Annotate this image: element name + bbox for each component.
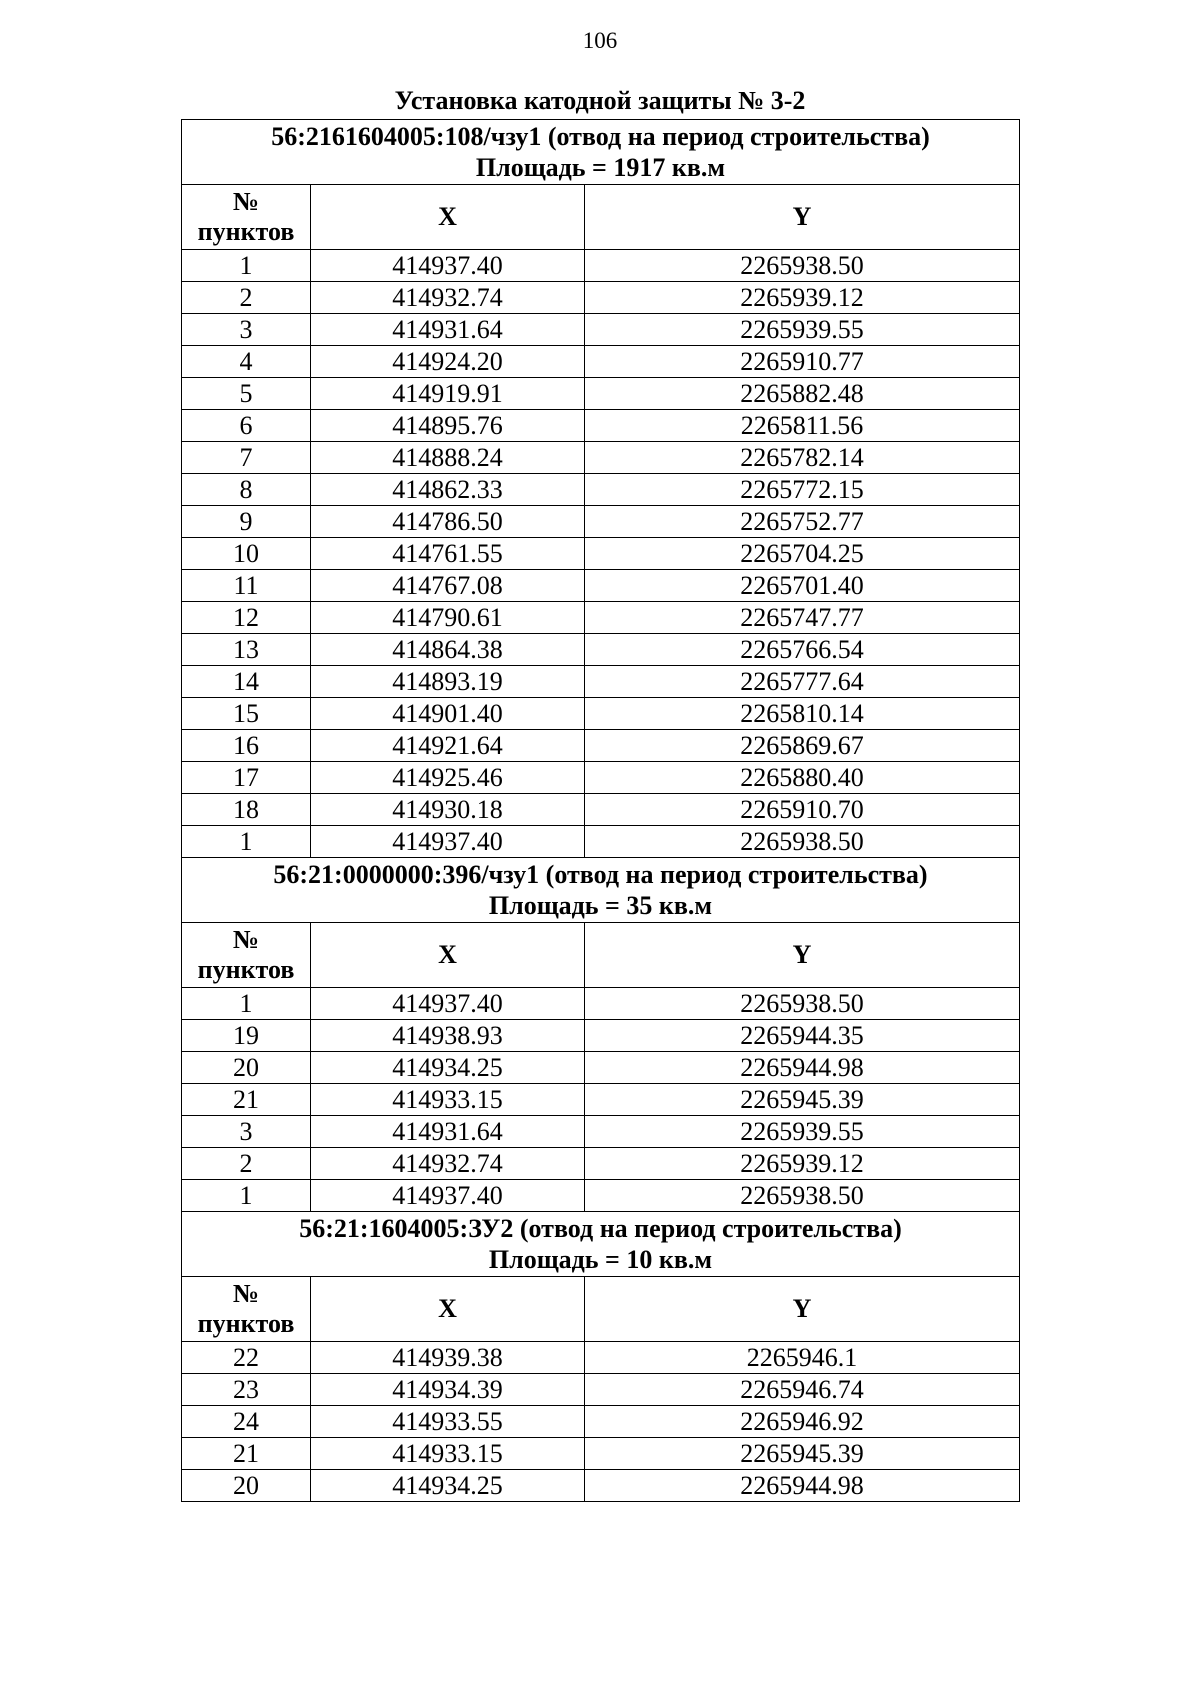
table-row	[182, 250, 1020, 282]
y-coordinate-cell: 2265811.56	[585, 410, 1020, 442]
y-coordinate-cell: 2265939.12	[585, 282, 1020, 314]
table-row	[182, 1342, 1020, 1374]
point-number-cell: 9	[182, 506, 311, 538]
point-number-cell: 11	[182, 570, 311, 602]
y-coordinate-cell: 2265944.98	[585, 1052, 1020, 1084]
y-coordinate-cell: 2265945.39	[585, 1084, 1020, 1116]
table-row	[182, 762, 1020, 794]
point-number-cell: 14	[182, 666, 311, 698]
y-coordinate-cell: 2265782.14	[585, 442, 1020, 474]
column-header-row	[182, 185, 1020, 250]
x-coordinate-cell: 414862.33	[311, 474, 585, 506]
table-row	[182, 570, 1020, 602]
y-coordinate-cell: 2265944.35	[585, 1020, 1020, 1052]
table-row	[182, 826, 1020, 858]
y-coordinate-cell: 2265704.25	[585, 538, 1020, 570]
x-coordinate-cell: 414932.74	[311, 1148, 585, 1180]
x-coordinate-cell: 414893.19	[311, 666, 585, 698]
point-number-cell: 1	[182, 826, 311, 858]
x-coordinate-cell: 414921.64	[311, 730, 585, 762]
y-coordinate-cell: 2265810.14	[585, 698, 1020, 730]
section-title-cell	[182, 1212, 1020, 1277]
column-header-point-number: № пунктов	[182, 1277, 311, 1342]
point-number-cell: 21	[182, 1438, 311, 1470]
y-coordinate-cell: 2265944.98	[585, 1470, 1020, 1502]
x-coordinate-cell: 414933.15	[311, 1438, 585, 1470]
x-coordinate-cell: 414931.64	[311, 314, 585, 346]
y-coordinate-cell: 2265938.50	[585, 826, 1020, 858]
x-coordinate-cell: 414864.38	[311, 634, 585, 666]
column-header-row	[182, 1277, 1020, 1342]
point-number-cell: 21	[182, 1084, 311, 1116]
x-coordinate-cell: 414931.64	[311, 1116, 585, 1148]
y-coordinate-cell: 2265945.39	[585, 1438, 1020, 1470]
x-coordinate-cell: 414901.40	[311, 698, 585, 730]
table-row	[182, 1052, 1020, 1084]
column-header-x: X	[311, 185, 585, 250]
table-row	[182, 1374, 1020, 1406]
x-coordinate-cell: 414937.40	[311, 826, 585, 858]
point-number-cell: 2	[182, 1148, 311, 1180]
table-row	[182, 314, 1020, 346]
section-title-cell	[182, 120, 1020, 185]
x-coordinate-cell: 414938.93	[311, 1020, 585, 1052]
point-number-cell: 8	[182, 474, 311, 506]
y-coordinate-cell: 2265946.1	[585, 1342, 1020, 1374]
section-header-row	[182, 858, 1020, 923]
point-number-cell: 2	[182, 282, 311, 314]
table-row	[182, 506, 1020, 538]
y-coordinate-cell: 2265939.12	[585, 1148, 1020, 1180]
table-row	[182, 1020, 1020, 1052]
section-name: 56:21:1604005:ЗУ2 (отвод на период строительства)	[299, 1214, 902, 1243]
x-coordinate-cell: 414934.25	[311, 1470, 585, 1502]
section-header-row	[182, 1212, 1020, 1277]
y-coordinate-cell: 2265939.55	[585, 1116, 1020, 1148]
y-coordinate-cell: 2265701.40	[585, 570, 1020, 602]
point-number-cell: 22	[182, 1342, 311, 1374]
table-row	[182, 1180, 1020, 1212]
table-row	[182, 1438, 1020, 1470]
y-coordinate-cell: 2265880.40	[585, 762, 1020, 794]
point-number-cell: 1	[182, 988, 311, 1020]
y-coordinate-cell: 2265777.64	[585, 666, 1020, 698]
x-coordinate-cell: 414930.18	[311, 794, 585, 826]
section-name: 56:21:0000000:396/чзу1 (отвод на период строительства)	[273, 860, 928, 889]
x-coordinate-cell: 414924.20	[311, 346, 585, 378]
table-row	[182, 730, 1020, 762]
y-coordinate-cell: 2265939.55	[585, 314, 1020, 346]
coordinates-table	[181, 119, 1020, 1502]
x-coordinate-cell: 414767.08	[311, 570, 585, 602]
table-row	[182, 442, 1020, 474]
point-number-cell: 24	[182, 1406, 311, 1438]
point-number-cell: 13	[182, 634, 311, 666]
point-number-cell: 16	[182, 730, 311, 762]
point-number-cell: 7	[182, 442, 311, 474]
point-number-cell: 18	[182, 794, 311, 826]
point-number-cell: 23	[182, 1374, 311, 1406]
section-area: Площадь = 10 кв.м	[488, 1245, 713, 1274]
y-coordinate-cell: 2265766.54	[585, 634, 1020, 666]
section-title-cell	[182, 858, 1020, 923]
y-coordinate-cell: 2265869.67	[585, 730, 1020, 762]
point-number-cell: 12	[182, 602, 311, 634]
column-header-y: Y	[585, 185, 1020, 250]
table-row	[182, 1084, 1020, 1116]
y-coordinate-cell: 2265938.50	[585, 250, 1020, 282]
table-row	[182, 1406, 1020, 1438]
column-header-x: X	[311, 1277, 585, 1342]
column-header-row	[182, 923, 1020, 988]
section-name: 56:2161604005:108/чзу1 (отвод на период строительства)	[271, 122, 930, 151]
table-row	[182, 378, 1020, 410]
point-number-cell: 6	[182, 410, 311, 442]
column-header-x: X	[311, 923, 585, 988]
point-number-cell: 3	[182, 1116, 311, 1148]
section-area: Площадь = 1917 кв.м	[475, 153, 726, 182]
x-coordinate-cell: 414934.39	[311, 1374, 585, 1406]
x-coordinate-cell: 414937.40	[311, 250, 585, 282]
table-row	[182, 698, 1020, 730]
point-number-cell: 19	[182, 1020, 311, 1052]
x-coordinate-cell: 414888.24	[311, 442, 585, 474]
table-row	[182, 410, 1020, 442]
point-number-cell: 4	[182, 346, 311, 378]
y-coordinate-cell: 2265882.48	[585, 378, 1020, 410]
point-number-cell: 20	[182, 1470, 311, 1502]
table-row	[182, 474, 1020, 506]
y-coordinate-cell: 2265747.77	[585, 602, 1020, 634]
column-header-point-number: № пунктов	[182, 185, 311, 250]
table-row	[182, 538, 1020, 570]
point-number-cell: 20	[182, 1052, 311, 1084]
x-coordinate-cell: 414937.40	[311, 1180, 585, 1212]
section-header-row	[182, 120, 1020, 185]
point-number-cell: 1	[182, 1180, 311, 1212]
y-coordinate-cell: 2265910.70	[585, 794, 1020, 826]
table-row	[182, 1116, 1020, 1148]
x-coordinate-cell: 414925.46	[311, 762, 585, 794]
column-header-point-number: № пунктов	[182, 923, 311, 988]
table-row	[182, 634, 1020, 666]
table-row	[182, 1148, 1020, 1180]
x-coordinate-cell: 414932.74	[311, 282, 585, 314]
y-coordinate-cell: 2265938.50	[585, 988, 1020, 1020]
page-number: 106	[582, 28, 618, 53]
x-coordinate-cell: 414895.76	[311, 410, 585, 442]
y-coordinate-cell: 2265946.74	[585, 1374, 1020, 1406]
point-number-cell: 3	[182, 314, 311, 346]
table-row	[182, 1470, 1020, 1502]
x-coordinate-cell: 414761.55	[311, 538, 585, 570]
point-number-cell: 17	[182, 762, 311, 794]
x-coordinate-cell: 414939.38	[311, 1342, 585, 1374]
table-row	[182, 346, 1020, 378]
column-header-y: Y	[585, 1277, 1020, 1342]
x-coordinate-cell: 414786.50	[311, 506, 585, 538]
point-number-cell: 1	[182, 250, 311, 282]
x-coordinate-cell: 414933.15	[311, 1084, 585, 1116]
point-number-cell: 5	[182, 378, 311, 410]
x-coordinate-cell: 414919.91	[311, 378, 585, 410]
x-coordinate-cell: 414934.25	[311, 1052, 585, 1084]
table-row	[182, 602, 1020, 634]
point-number-cell: 10	[182, 538, 311, 570]
y-coordinate-cell: 2265772.15	[585, 474, 1020, 506]
y-coordinate-cell: 2265752.77	[585, 506, 1020, 538]
table-row	[182, 666, 1020, 698]
y-coordinate-cell: 2265946.92	[585, 1406, 1020, 1438]
y-coordinate-cell: 2265910.77	[585, 346, 1020, 378]
y-coordinate-cell: 2265938.50	[585, 1180, 1020, 1212]
point-number-cell: 15	[182, 698, 311, 730]
document-title: Установка катодной защиты № 3-2	[394, 86, 806, 115]
column-header-y: Y	[585, 923, 1020, 988]
table-row	[182, 794, 1020, 826]
x-coordinate-cell: 414937.40	[311, 988, 585, 1020]
x-coordinate-cell: 414790.61	[311, 602, 585, 634]
x-coordinate-cell: 414933.55	[311, 1406, 585, 1438]
section-area: Площадь = 35 кв.м	[488, 891, 713, 920]
table-row	[182, 282, 1020, 314]
table-row	[182, 988, 1020, 1020]
